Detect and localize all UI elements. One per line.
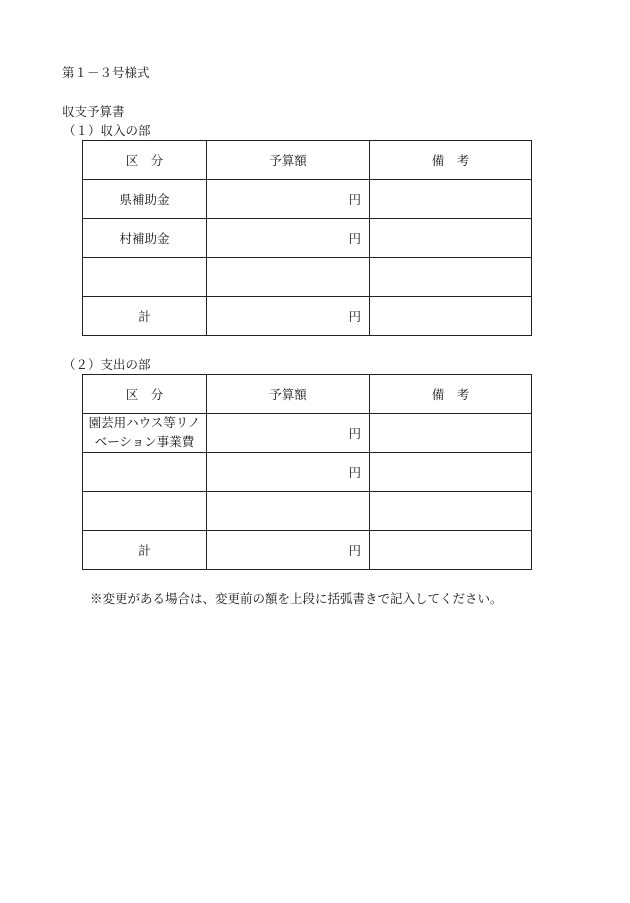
table-row — [83, 492, 532, 531]
form-number: 第１－３号様式 — [62, 65, 150, 80]
header-category: 区 分 — [83, 375, 207, 414]
table-row — [83, 414, 532, 453]
expense-amount-cell[interactable]: 円 — [207, 414, 370, 453]
expense-amount-cell[interactable] — [207, 492, 370, 531]
header-remarks: 備 考 — [370, 375, 532, 414]
income-table — [82, 140, 532, 336]
footnote: ※変更がある場合は、変更前の額を上段に括弧書きで記入してください。 — [90, 591, 503, 606]
document-title: 収支予算書 — [62, 104, 125, 119]
income-total-remarks[interactable] — [370, 297, 532, 336]
expense-amount-cell[interactable]: 円 — [207, 453, 370, 492]
income-amount-cell[interactable]: 円 — [207, 180, 370, 219]
header-budget-amount: 予算額 — [207, 375, 370, 414]
income-total-label: 計 — [83, 297, 207, 336]
expense-category-cell[interactable] — [83, 492, 207, 531]
income-amount-cell[interactable] — [207, 258, 370, 297]
table-total-row — [83, 531, 532, 570]
table-row — [83, 219, 532, 258]
table-row — [83, 180, 532, 219]
expense-remarks-cell[interactable] — [370, 492, 532, 531]
income-remarks-cell[interactable] — [370, 180, 532, 219]
income-category-cell[interactable] — [83, 258, 207, 297]
expense-remarks-cell[interactable] — [370, 414, 532, 453]
expense-section-heading: （２）支出の部 — [63, 357, 151, 372]
income-amount-cell[interactable]: 円 — [207, 219, 370, 258]
expense-table — [82, 374, 532, 570]
income-category-cell: 村補助金 — [83, 219, 207, 258]
expense-category-cell: 園芸用ハウス等リノベーション事業費 — [83, 414, 207, 453]
table-row — [83, 258, 532, 297]
expense-category-cell[interactable] — [83, 453, 207, 492]
income-total-amount[interactable]: 円 — [207, 297, 370, 336]
table-total-row — [83, 297, 532, 336]
header-category: 区 分 — [83, 141, 207, 180]
income-remarks-cell[interactable] — [370, 258, 532, 297]
header-budget-amount: 予算額 — [207, 141, 370, 180]
expense-total-amount[interactable]: 円 — [207, 531, 370, 570]
header-remarks: 備 考 — [370, 141, 532, 180]
expense-total-remarks[interactable] — [370, 531, 532, 570]
table-row — [83, 453, 532, 492]
income-category-cell: 県補助金 — [83, 180, 207, 219]
income-section-heading: （１）収入の部 — [63, 123, 151, 138]
table-header-row — [83, 141, 532, 180]
income-remarks-cell[interactable] — [370, 219, 532, 258]
expense-remarks-cell[interactable] — [370, 453, 532, 492]
expense-total-label: 計 — [83, 531, 207, 570]
table-header-row — [83, 375, 532, 414]
